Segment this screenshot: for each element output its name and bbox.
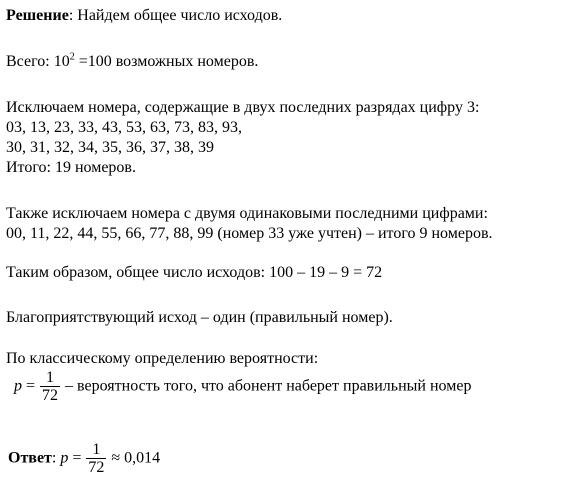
- answer-numerator: 1: [92, 441, 101, 458]
- exclude-same-title: Также исключаем номера с двумя одинаковыми последними цифрами:: [6, 205, 488, 222]
- answer-variable: p: [60, 449, 69, 467]
- outcomes-line: Таким образом, общее число исходов: 100 – 19 – 9 = 72: [6, 264, 383, 281]
- total-rest: =100 возможных номеров.: [74, 53, 259, 70]
- exclude-three-title: Исключаем номера, содержащие в двух последних разрядах цифру 3:: [6, 99, 480, 116]
- total-exponent: 2: [69, 51, 75, 63]
- classical-line: По классическому определению вероятности:: [6, 350, 319, 367]
- probability-formula: [14, 369, 471, 404]
- prob-denominator: 72: [42, 387, 59, 404]
- answer-fraction: [86, 441, 106, 476]
- answer-label: Ответ: [8, 449, 52, 467]
- prob-variable: p: [14, 377, 22, 395]
- prob-numerator: 1: [46, 369, 55, 386]
- solution-intro: : Найдем общее число исходов.: [68, 7, 283, 24]
- exclude-three-row1: 03, 13, 23, 33, 43, 53, 63, 73, 83, 93,: [6, 119, 242, 136]
- total-line: [6, 53, 258, 71]
- prob-description: – вероятность того, что абонент наберет правильный номер: [61, 377, 472, 395]
- answer-line: [8, 441, 160, 476]
- answer-colon: :: [51, 449, 61, 467]
- total-base: 10: [53, 53, 70, 70]
- prob-equals: =: [22, 377, 40, 395]
- prob-fraction: [40, 369, 60, 404]
- answer-denominator: 72: [88, 459, 105, 476]
- answer-approx: ≈ 0,014: [107, 449, 161, 467]
- answer-equals: =: [68, 449, 86, 467]
- exclude-same-row: 00, 11, 22, 44, 55, 66, 77, 88, 99 (номер 33 уже учтен) – итого 9 номеров.: [6, 225, 493, 242]
- favorable-line: Благоприятствующий исход – один (правильный номер).: [6, 309, 393, 326]
- exclude-three-row2: 30, 31, 32, 34, 35, 36, 37, 38, 39: [6, 139, 214, 156]
- exclude-three-subtotal: Итого: 19 номеров.: [6, 159, 136, 176]
- total-prefix: Всего:: [6, 53, 54, 70]
- solution-label: Решение: [6, 7, 69, 24]
- solution-heading: [6, 7, 282, 25]
